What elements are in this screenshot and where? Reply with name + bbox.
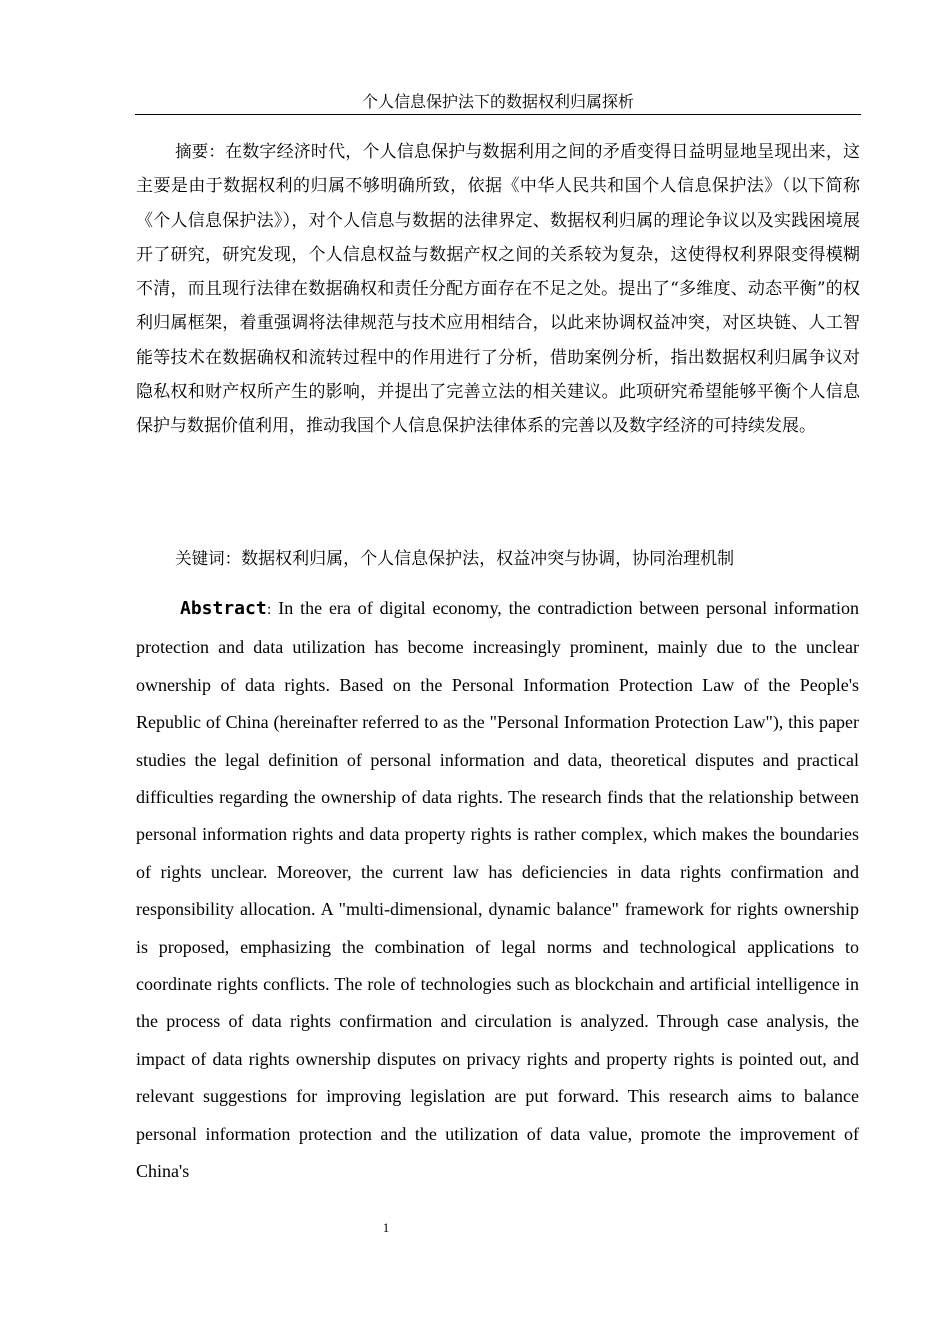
- abstract-zh-label: 摘要：: [175, 142, 226, 161]
- header-title: 个人信息保护法下的数据权利归属探析: [361, 92, 634, 111]
- keywords-zh-label: 关键词：: [175, 549, 242, 568]
- abstract-zh-text: 在数字经济时代，个人信息保护与数据利用之间的矛盾变得日益明显地呈现出来，这主要是由于数据权利的归属不够明确所致，依据《中华人民共和国个人信息保护法》（以下简称《个人信息保护法》），对个人信息与数据的法律界定、数据权利归属的理论争议以及实践困境展开了研究，研究发现，个人信息权益与数据产权之间的关系较为复杂，这使得权利界限变得模糊不清，而且现行法律在数据确权和责任分配方面存在不足之处。提出了“多维度、动态平衡”的权利归属框架，着重强调将法律规范与技术应用相结合，以此来协调权益冲突，对区块链、人工智能等技术在数据确权和流转过程中的作用进行了分析，借助案例分析，指出数据权利归属争议对隐私权和财产权所产生的影响，并提出了完善立法的相关建议。此项研究希望能够平衡个人信息保护与数据价值利用，推动我国个人信息保护法律体系的完善以及数字经济的可持续发展。: [136, 142, 861, 437]
- abstract-en-paragraph: [136, 590, 859, 1191]
- keywords-zh-text: 数据权利归属，个人信息保护法，权益冲突与协调，协同治理机制: [241, 549, 735, 569]
- running-header: [135, 90, 861, 115]
- abstract-en-text: In the era of digital economy, the contradiction between personal information protection and data utilization has become increasingly prominent, mainly due to the unclear ownership of data rights. Based on the Personal Information Protection Law of the People's Republic of China (hereinafter referred to as the "Personal Information Protection Law"), this paper studies the legal definition of personal information and data, theoretical disputes and practical difficulties regarding the ownership of data rights. The research finds that the relationship between personal information rights and data property rights is rather complex, which makes the boundaries of rights unclear. Moreover, the current law has deficiencies in data rights confirmation and responsibility allocation. A "multi-dimensional, dynamic balance" framework for rights ownership is proposed, emphasizing the combination of legal norms and technological applications to coordinate rights conflicts. The role of technologies such as blockchain and artificial intelligence in the process of data rights confirmation and circulation is analyzed. Through case analysis, the impact of data rights ownership disputes on privacy rights and property rights is pointed out, and relevant suggestions for improving legislation are put forward. This research aims to balance personal information protection and the utilization of data value, promote the improvement of China's: [136, 598, 859, 1182]
- keywords-zh-paragraph: [136, 542, 860, 576]
- abstract-en-colon: :: [266, 602, 279, 618]
- abstract-en-label: Abstract: [180, 598, 267, 619]
- page-number: 1: [382, 1220, 390, 1235]
- abstract-zh-paragraph: [136, 135, 860, 444]
